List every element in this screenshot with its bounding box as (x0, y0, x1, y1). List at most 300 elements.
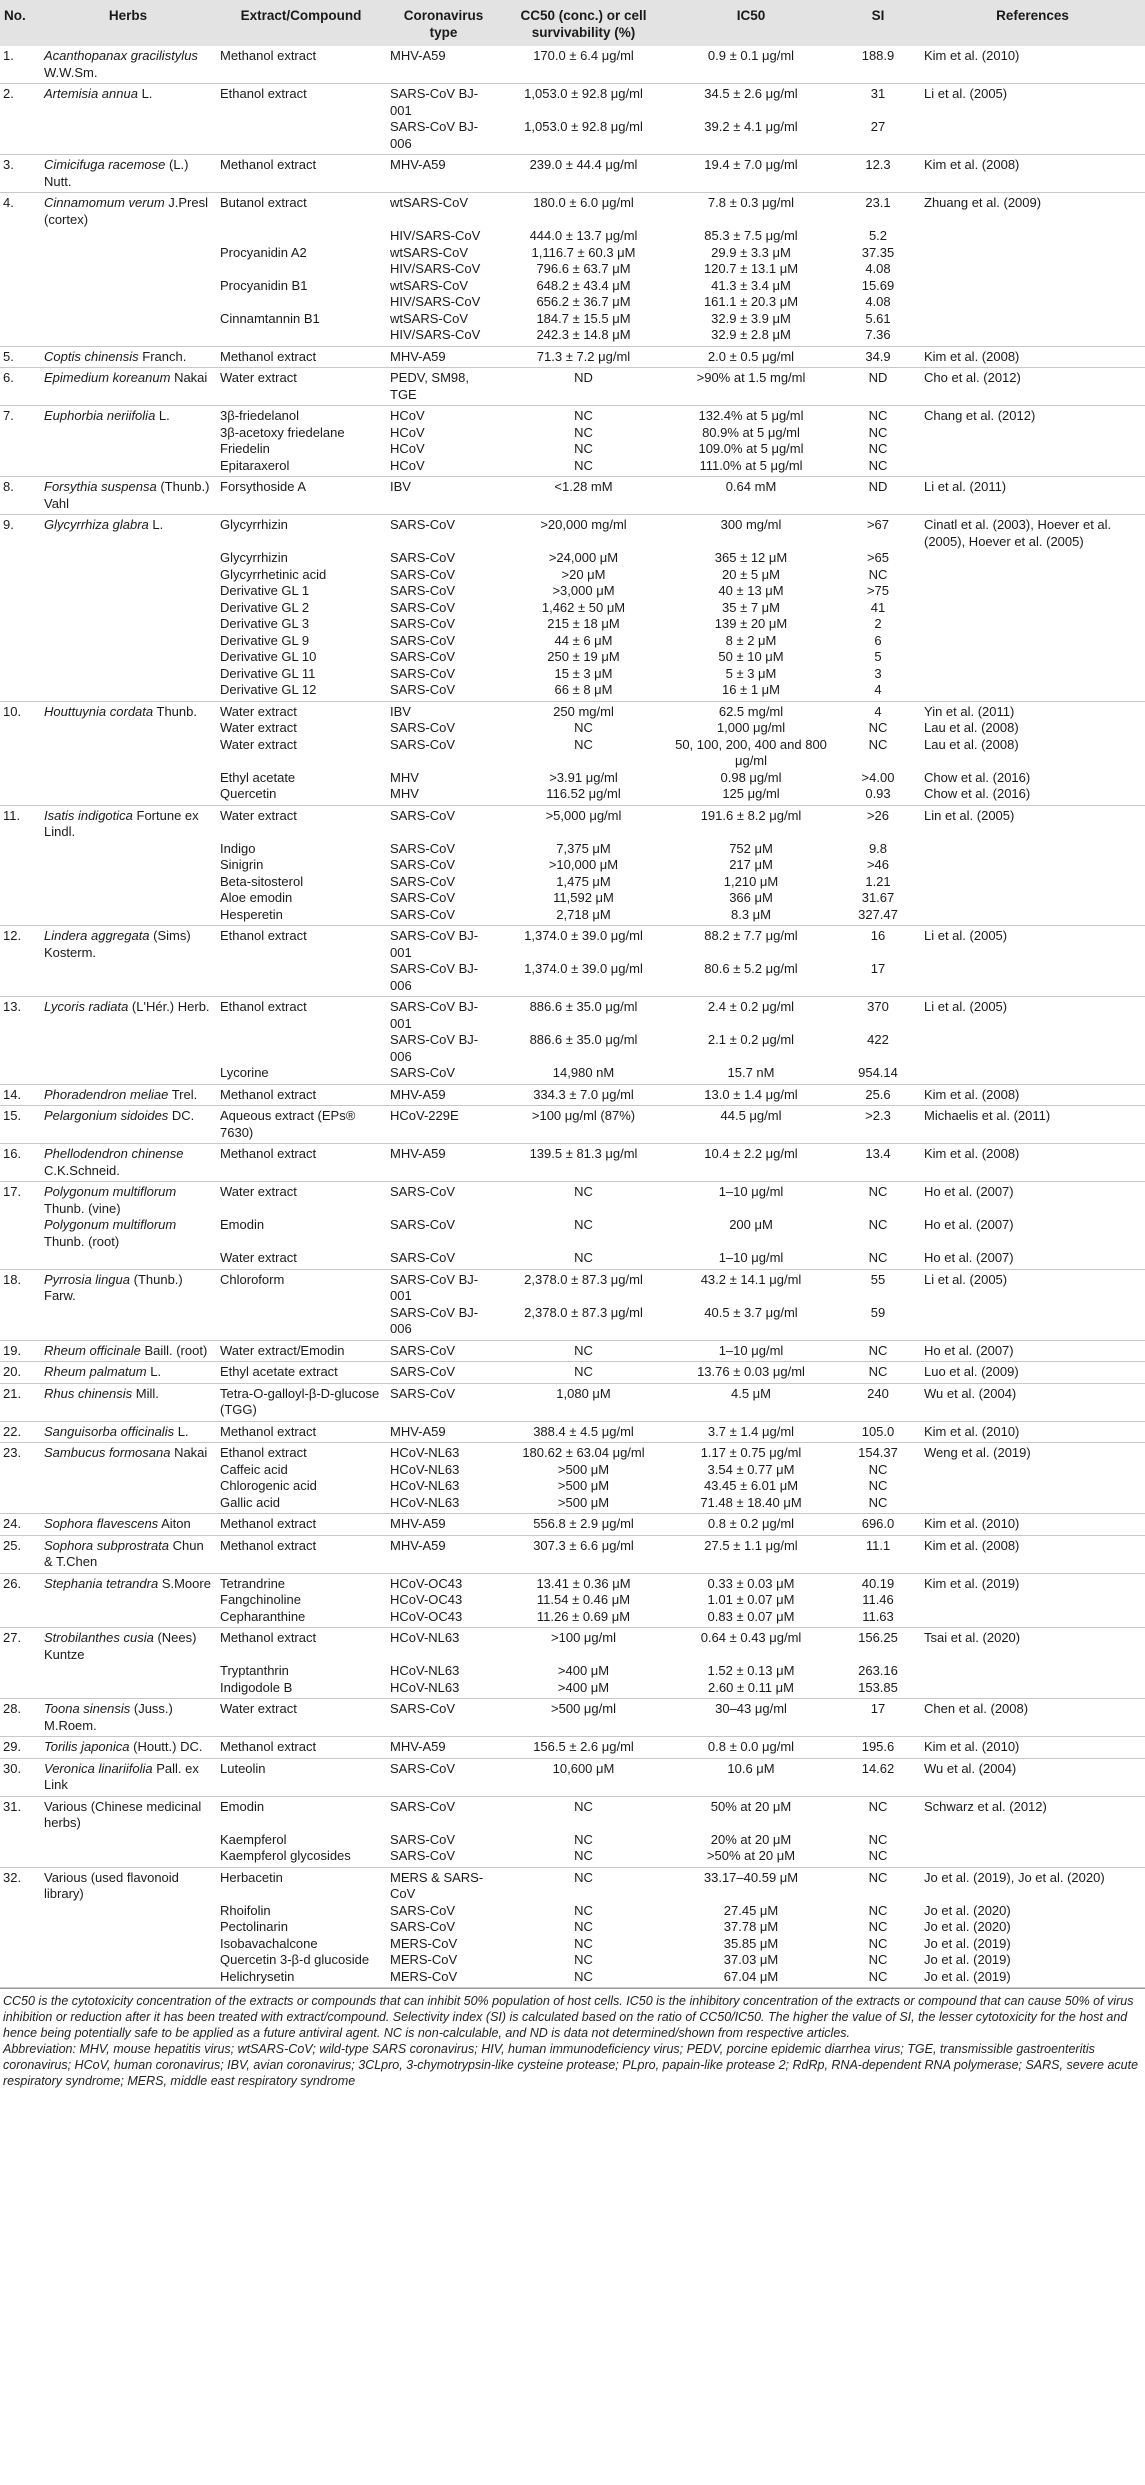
si-value: 195.6 (836, 1737, 920, 1759)
ic50-value: 0.64 mM (666, 477, 836, 515)
reference (920, 633, 1145, 650)
row-number (0, 1609, 40, 1628)
ic50-value: 3.7 ± 1.4 μg/ml (666, 1421, 836, 1443)
extract-compound: Methanol extract (216, 1084, 386, 1106)
cc50-value: 444.0 ± 13.7 μg/ml (529, 228, 638, 243)
si-value: NC (868, 408, 888, 423)
herb-name: Veronica linariifolia Pall. ex Link (40, 1758, 216, 1796)
row-number (0, 1592, 40, 1609)
cc50-value: >20,000 mg/ml (540, 517, 627, 532)
row-number (0, 682, 40, 701)
cc50-value: >10,000 μM (548, 857, 619, 872)
herb-name (40, 1969, 216, 1988)
extract-compound: Ethanol extract (220, 928, 307, 943)
row-number (0, 228, 40, 245)
si-value: NC (868, 1798, 888, 1814)
row-number: 28. (0, 1699, 40, 1737)
cc50-value: 2,718 μM (501, 907, 666, 926)
extract-compound: Methanol extract (216, 1514, 386, 1536)
ic50-value: 20% at 20 μM (710, 1831, 792, 1847)
ic50-value: 10.4 ± 2.2 μg/ml (666, 1144, 836, 1182)
coronavirus-type: MERS-CoV (390, 1935, 458, 1951)
si-value: 15.69 (861, 277, 895, 293)
herb-name (40, 841, 216, 858)
row-number (0, 1305, 40, 1341)
herb-name (40, 1478, 216, 1495)
row-number: 16. (0, 1144, 40, 1182)
cc50-value: 11.54 ± 0.46 μM (536, 1592, 631, 1607)
extract-compound: Isobavachalcone (220, 1935, 318, 1951)
herb-name (40, 119, 216, 155)
reference (920, 425, 1145, 442)
row-number (0, 649, 40, 666)
reference: Cho et al. (2012) (920, 368, 1145, 406)
coronavirus-type: SARS-CoV (386, 1699, 501, 1737)
table-row (0, 786, 1145, 805)
ic50-value: 2.4 ± 0.2 μg/ml (707, 999, 795, 1014)
extract-compound: Methanol extract (216, 1144, 386, 1182)
reference (920, 294, 1145, 311)
cc50-value: >24,000 μM (548, 550, 619, 565)
extract-compound (216, 119, 386, 155)
reference: Yin et al. (2011) (924, 703, 1015, 719)
reference: Ho et al. (2007) (920, 1250, 1145, 1269)
extract-compound: Beta-sitosterol (220, 873, 304, 889)
ic50-value: 50% at 20 μM (710, 1798, 792, 1814)
cc50-value: 250 mg/ml (553, 703, 614, 719)
si-value: 11.46 (862, 1592, 894, 1607)
coronavirus-type: HCoV (386, 458, 501, 477)
reference (920, 600, 1145, 617)
coronavirus-type: SARS-CoV (386, 1362, 501, 1384)
coronavirus-type: SARS-CoV (386, 1383, 501, 1421)
ic50-value: 50 ± 10 μM (718, 649, 784, 664)
table-row (0, 649, 1145, 666)
cc50-value: 556.8 ± 2.9 μg/ml (501, 1514, 666, 1536)
table-row (0, 46, 1145, 84)
si-value: 25.6 (836, 1084, 920, 1106)
cc50-value: 388.4 ± 4.5 μg/ml (501, 1421, 666, 1443)
row-number: 27. (3, 1630, 22, 1645)
cc50-value: NC (574, 1184, 593, 1199)
row-number: 9. (3, 517, 14, 532)
row-number: 4. (3, 195, 14, 210)
ic50-value: 15.7 nM (666, 1065, 836, 1084)
si-value: 4.08 (865, 261, 891, 276)
table-row (0, 701, 1145, 720)
table-row (0, 1737, 1145, 1759)
coronavirus-type: SARS-CoV (386, 1250, 501, 1269)
cc50-value: NC (574, 441, 593, 456)
extract-compound: Ethanol extract (220, 1445, 307, 1460)
cc50-value: NC (574, 720, 593, 735)
extract-compound: Procyanidin A2 (220, 244, 307, 260)
coronavirus-type: SARS-CoV BJ-001 (390, 1271, 479, 1303)
ic50-value: 88.2 ± 7.7 μg/ml (704, 928, 798, 943)
si-value: >65 (866, 550, 890, 565)
cc50-value: NC (501, 458, 666, 477)
row-number: 25. (0, 1535, 40, 1573)
table-row (0, 1952, 1145, 1969)
si-value: NC (868, 566, 888, 582)
extract-compound: Water extract (216, 1250, 386, 1269)
herb-name: Various (Chinese medicinal herbs) (44, 1798, 202, 1830)
si-value: 12.3 (836, 155, 920, 193)
table-row (0, 583, 1145, 600)
ic50-value: 109.0% at 5 μg/ml (698, 441, 804, 456)
si-value: 55 (870, 1271, 886, 1287)
row-number (0, 874, 40, 891)
si-value: 1.21 (865, 873, 891, 889)
row-number (0, 1919, 40, 1936)
extract-compound: Cinnamtannin B1 (220, 310, 320, 326)
table-row (0, 228, 1145, 245)
ic50-value: 35 ± 7 μM (722, 599, 780, 615)
reference: Kim et al. (2008) (920, 346, 1145, 368)
herb-name (40, 583, 216, 600)
coronavirus-type: SARS-CoV (390, 517, 456, 532)
row-number: 11. (3, 807, 21, 823)
table-row (0, 1495, 1145, 1514)
ic50-value: 27.5 ± 1.1 μg/ml (666, 1535, 836, 1573)
si-value: 13.4 (836, 1144, 920, 1182)
extract-compound: Epitaraxerol (216, 458, 386, 477)
table-row (0, 1663, 1145, 1680)
ic50-value: >50% at 20 μM (666, 1848, 836, 1867)
cc50-value: 71.3 ± 7.2 μg/ml (501, 346, 666, 368)
si-value: NC (868, 1184, 888, 1199)
ic50-value: 8 ± 2 μM (725, 632, 777, 648)
ic50-value: 62.5 mg/ml (718, 703, 784, 719)
extract-compound: Ethyl acetate (220, 769, 296, 785)
cc50-value: >500 μg/ml (501, 1699, 666, 1737)
si-value: NC (868, 441, 888, 456)
extract-compound: Tetrandrine (220, 1575, 286, 1591)
si-value: 17 (836, 1699, 920, 1737)
extract-compound: Indigodole B (216, 1680, 386, 1699)
cc50-value: 1,053.0 ± 92.8 μg/ml (501, 119, 666, 155)
herb-name (40, 1832, 216, 1849)
si-value: 954.14 (836, 1065, 920, 1084)
ic50-value: 0.98 μg/ml (720, 769, 782, 785)
extract-compound: Water extract (220, 736, 297, 752)
extract-compound: Quercetin (216, 786, 386, 805)
reference: Chang et al. (2012) (924, 408, 1036, 423)
reference (920, 649, 1145, 666)
reference: Schwarz et al. (2012) (924, 1798, 1047, 1814)
herb-name: Artemisia annua L. (44, 86, 153, 101)
reference: Jo et al. (2019), Jo et al. (2020) (924, 1869, 1105, 1885)
table-row (0, 294, 1145, 311)
header-si: SI (871, 8, 885, 23)
coronavirus-type: SARS-CoV (390, 1902, 456, 1918)
reference (920, 550, 1145, 567)
ic50-value: 139 ± 20 μM (714, 616, 788, 631)
cc50-value: 215 ± 18 μM (547, 616, 620, 631)
si-value: 59 (836, 1305, 920, 1341)
header-row (0, 0, 1145, 46)
extract-compound: Emodin (220, 1798, 265, 1814)
ic50-value: 3.54 ± 0.77 μM (707, 1461, 795, 1477)
coronavirus-type: HCoV-229E (386, 1106, 501, 1144)
extract-compound: Forsythoside A (216, 477, 386, 515)
extract-compound: Water extract/Emodin (216, 1340, 386, 1362)
coronavirus-type: HCoV-OC43 (390, 1592, 463, 1607)
reference (920, 441, 1145, 458)
row-number (0, 278, 40, 295)
cc50-value: >20 μM (561, 566, 606, 582)
ic50-value: 16 ± 1 μM (666, 682, 836, 701)
herb-name: Coptis chinensis Franch. (40, 346, 216, 368)
reference: Luo et al. (2009) (920, 1362, 1145, 1384)
table-row (0, 425, 1145, 442)
table-row (0, 458, 1145, 477)
row-number (0, 907, 40, 926)
row-number (0, 441, 40, 458)
reference (920, 567, 1145, 584)
table-row (0, 633, 1145, 650)
cc50-value: 180.0 ± 6.0 μg/ml (533, 195, 634, 210)
cc50-value: 184.7 ± 15.5 μM (536, 310, 631, 326)
table-row (0, 278, 1145, 295)
reference: Tsai et al. (2020) (924, 1630, 1021, 1645)
reference: Jo et al. (2020) (924, 1902, 1011, 1918)
ic50-value: 191.6 ± 8.2 μg/ml (700, 807, 802, 823)
coronavirus-type: HCoV (390, 408, 425, 423)
table-row (0, 1217, 1145, 1250)
row-number: 8. (0, 477, 40, 515)
reference (920, 907, 1145, 926)
herb-name: Sophora flavescens Aiton (40, 1514, 216, 1536)
cc50-value: 180.62 ± 63.04 μg/ml (522, 1445, 645, 1460)
herb-name: Sophora subprostrata Chun & T.Chen (40, 1535, 216, 1573)
extract-compound: Water extract (220, 703, 297, 719)
coronavirus-type: SARS-CoV (390, 736, 456, 752)
cc50-value: 14,980 nM (501, 1065, 666, 1084)
extract-compound: Derivative GL 10 (220, 649, 317, 664)
si-value: 3 (874, 665, 882, 681)
reference: Kim et al. (2010) (920, 46, 1145, 84)
ic50-value: 1,000 μg/ml (716, 720, 786, 735)
reference (920, 1832, 1145, 1849)
si-value: 263.16 (858, 1663, 898, 1678)
si-value: >46 (866, 857, 890, 872)
ic50-value: 1.01 ± 0.07 μM (707, 1592, 795, 1607)
header-cc50: CC50 (conc.) or cell survivability (%) (520, 8, 647, 40)
ic50-value: 752 μM (729, 840, 773, 856)
ic50-value: 120.7 ± 13.1 μM (703, 261, 799, 276)
herb-name: Rhus chinensis Mill. (40, 1383, 216, 1421)
footnote-abbreviations: Abbreviation: MHV, mouse hepatitis virus; wtSARS-CoV; wild-type SARS coronavirus; HIV, human immunodeficiency virus; PEDV, porcine epidemic diarrhea virus; TGE, transmissible gastroenteritis coronavirus; HCoV, human coronavirus; IBV, avian coronavirus; 3CLpro, 3-chymotrypsin-like cysteine protease; PLpro, papain-like protease 2; RdRp, RNA-dependent RNA polymerase; SARS, severe acute respiratory syndrome; MERS, middle east respiratory syndrome (3, 2042, 1139, 2088)
herb-name (40, 327, 216, 346)
coronavirus-type: SARS-CoV BJ-001 (390, 86, 479, 118)
reference (920, 1592, 1145, 1609)
coronavirus-type: HCoV-NL63 (390, 1663, 460, 1678)
reference: Kim et al. (2010) (920, 1514, 1145, 1536)
coronavirus-type: HCoV (390, 424, 425, 440)
si-value: 422 (867, 1032, 889, 1047)
extract-compound: Methanol extract (216, 46, 386, 84)
table-row (0, 1421, 1145, 1443)
herb-name: Polygonum multiflorum Thunb. (root) (44, 1217, 177, 1249)
table-row (0, 1936, 1145, 1953)
extract-compound: Methanol extract (216, 1737, 386, 1759)
extract-compound: Methanol extract (216, 1535, 386, 1573)
table-row (0, 1903, 1145, 1920)
table-row (0, 193, 1145, 229)
row-number: 14. (0, 1084, 40, 1106)
table-row (0, 857, 1145, 874)
herb-name (40, 1065, 216, 1084)
row-number (0, 1952, 40, 1969)
row-number (0, 737, 40, 770)
extract-compound: Kaempferol (220, 1831, 287, 1847)
table-row (0, 1573, 1145, 1592)
herb-name (40, 720, 216, 737)
herb-name (40, 907, 216, 926)
cc50-value: 10,600 μM (501, 1758, 666, 1796)
coronavirus-type: HCoV-OC43 (386, 1609, 501, 1628)
table-row (0, 1443, 1145, 1462)
row-number: 12. (3, 928, 22, 943)
reference (920, 228, 1145, 245)
reference (920, 890, 1145, 907)
ic50-value: 300 mg/ml (720, 517, 782, 532)
si-value: 14.62 (836, 1758, 920, 1796)
ic50-value: 125 μg/ml (666, 786, 836, 805)
extract-compound: Water extract (220, 807, 297, 823)
reference (920, 1032, 1145, 1065)
si-value: 105.0 (836, 1421, 920, 1443)
si-value: 4.08 (865, 294, 891, 309)
coronavirus-type: MHV-A59 (386, 46, 501, 84)
table-row (0, 1106, 1145, 1144)
ic50-value: 32.9 ± 3.9 μM (711, 310, 791, 326)
reference: Li et al. (2011) (920, 477, 1145, 515)
table-row (0, 1758, 1145, 1796)
cc50-value: 170.0 ± 6.4 μg/ml (501, 46, 666, 84)
ic50-value: 0.8 ± 0.2 μg/ml (666, 1514, 836, 1536)
herb-name (40, 1663, 216, 1680)
extract-compound: Quercetin 3-β-d glucoside (220, 1952, 370, 1967)
coronavirus-type: SARS-CoV BJ-006 (390, 1032, 479, 1064)
cc50-value: 1,116.7 ± 60.3 μM (531, 244, 636, 260)
cc50-value: 66 ± 8 μM (501, 682, 666, 701)
reference: Jo et al. (2019) (924, 1952, 1011, 1967)
cc50-value: 44 ± 6 μM (554, 632, 613, 648)
extract-compound: Sinigrin (220, 857, 264, 872)
row-number (0, 550, 40, 567)
ic50-value: 19.4 ± 7.0 μg/ml (666, 155, 836, 193)
coronavirus-type: SARS-CoV (390, 890, 456, 905)
si-value: 9.8 (868, 840, 888, 856)
extract-compound: Herbacetin (220, 1869, 283, 1885)
row-number (0, 770, 40, 787)
cc50-value: >3,000 μM (552, 583, 615, 598)
row-number (0, 1969, 40, 1988)
herb-name (40, 1592, 216, 1609)
coronavirus-type: HCoV (390, 441, 425, 456)
reference (920, 1478, 1145, 1495)
reference: Chow et al. (2016) (924, 769, 1031, 785)
cc50-value: 648.2 ± 43.4 μM (536, 277, 631, 293)
herb-name (40, 311, 216, 328)
coronavirus-type: HCoV-NL63 (390, 1630, 460, 1645)
row-number (0, 119, 40, 155)
coronavirus-type: wtSARS-CoV (390, 244, 469, 260)
row-number: 19. (0, 1340, 40, 1362)
coronavirus-type: HCoV-NL63 (386, 1680, 501, 1699)
herb-name (40, 1903, 216, 1920)
table-row (0, 515, 1145, 551)
extract-compound: Friedelin (220, 441, 270, 456)
si-value: NC (868, 1902, 888, 1918)
coronavirus-type: SARS-CoV (386, 1340, 501, 1362)
coronavirus-type: MHV-A59 (386, 1421, 501, 1443)
herb-name: Isatis indigotica Fortune ex Lindl. (44, 807, 199, 839)
table-row (0, 368, 1145, 406)
ic50-value: 43.45 ± 6.01 μM (703, 1478, 799, 1493)
coronavirus-type: HCoV-NL63 (386, 1495, 501, 1514)
cc50-value: NC (574, 1798, 593, 1814)
ic50-value: 0.8 ± 0.0 μg/ml (666, 1737, 836, 1759)
cc50-value: 116.52 μg/ml (501, 786, 666, 805)
cc50-value: 156.5 ± 2.6 μg/ml (501, 1737, 666, 1759)
row-number (0, 425, 40, 442)
extract-compound: Derivative GL 12 (216, 682, 386, 701)
row-number (0, 1495, 40, 1514)
ic50-value: 111.0% at 5 μg/ml (666, 458, 836, 477)
ic50-value: 35.85 μM (723, 1935, 779, 1951)
herb-name (40, 1305, 216, 1341)
herb-name (40, 961, 216, 997)
herb-name: Phoradendron meliae Trel. (40, 1084, 216, 1106)
coronavirus-type: PEDV, SM98, TGE (386, 368, 501, 406)
reference: Li et al. (2005) (924, 928, 1008, 943)
table-row (0, 1609, 1145, 1628)
cc50-value: 7,375 μM (556, 840, 611, 856)
ic50-value: 1.17 ± 0.75 μg/ml (700, 1445, 802, 1460)
si-value: ND (836, 477, 920, 515)
extract-compound: Derivative GL 11 (220, 665, 316, 681)
coronavirus-type: SARS-CoV (390, 807, 456, 823)
table-row (0, 155, 1145, 193)
row-number (0, 458, 40, 477)
si-value: 34.9 (836, 346, 920, 368)
extract-compound: Derivative GL 1 (220, 583, 310, 598)
cc50-value: NC (501, 1848, 666, 1867)
row-number (0, 1848, 40, 1867)
row-number: 2. (3, 86, 14, 101)
coronavirus-type: HCoV-NL63 (390, 1445, 460, 1460)
si-value: >4.00 (861, 769, 895, 785)
extract-compound: Indigo (220, 840, 256, 856)
herb-name: Sambucus formosana Nakai (44, 1445, 208, 1460)
si-value: 23.1 (865, 195, 891, 210)
extract-compound: Ethyl acetate extract (216, 1362, 386, 1384)
row-number: 31. (3, 1798, 22, 1814)
extract-compound: Methanol extract (220, 1630, 317, 1645)
si-value: >67 (866, 517, 890, 532)
table-row (0, 327, 1145, 346)
herb-name: Epimedium koreanum Nakai (40, 368, 216, 406)
table-row (0, 1250, 1145, 1269)
table-row (0, 1796, 1145, 1832)
si-value: 154.37 (858, 1445, 898, 1460)
coronavirus-type: IBV (386, 477, 501, 515)
coronavirus-type: SARS-CoV (390, 583, 456, 598)
table-body (0, 46, 1145, 1988)
